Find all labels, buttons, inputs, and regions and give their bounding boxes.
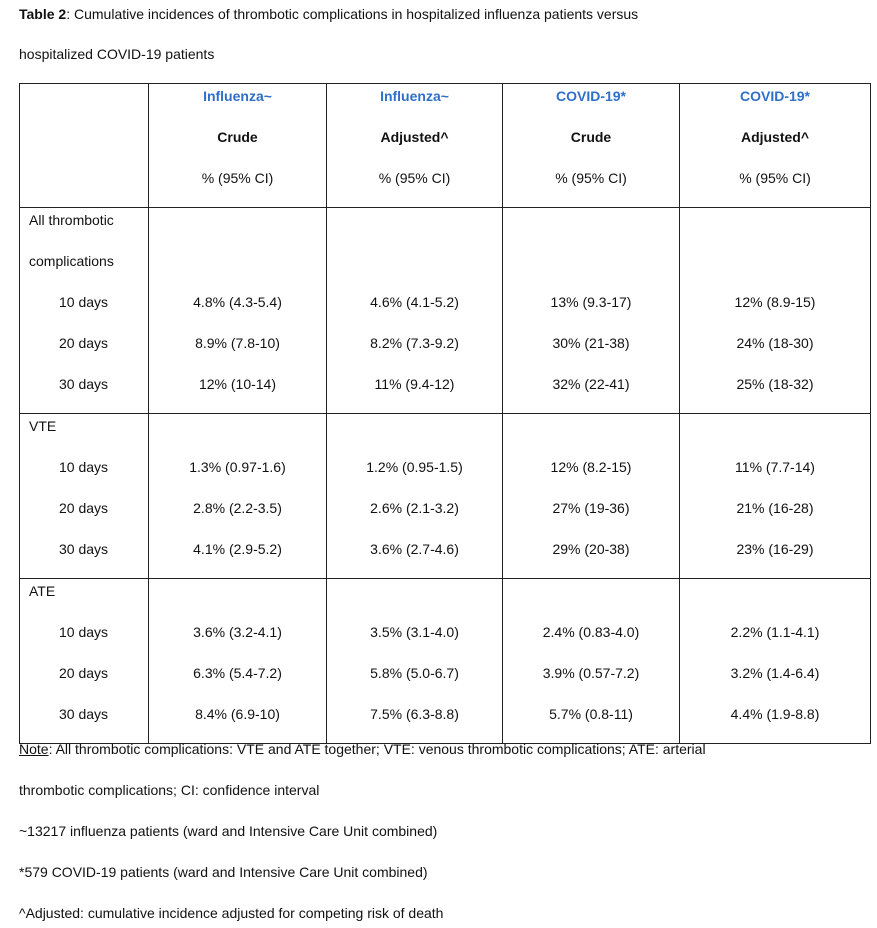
- value: 24% (18-30): [736, 335, 814, 351]
- value: 11% (9.4-12): [374, 376, 455, 392]
- value: 4.4% (1.9-8.8): [730, 706, 820, 722]
- value-cell: [680, 208, 871, 414]
- column-group-label: COVID-19*: [739, 88, 811, 104]
- value-cell: [503, 208, 680, 414]
- value-cell: [503, 414, 680, 579]
- value: 6.3% (5.4-7.2): [193, 665, 282, 681]
- incidence-table: [19, 83, 871, 744]
- column-group-label: Influenza~: [203, 88, 272, 104]
- period-label: 30 days: [59, 541, 109, 557]
- column-unit-label: % (95% CI): [378, 170, 451, 186]
- column-unit-label: % (95% CI): [739, 170, 811, 186]
- period-label: 30 days: [59, 376, 109, 392]
- value: 2.6% (2.1-3.2): [370, 500, 459, 516]
- value-cell: [680, 414, 871, 579]
- period-label: 20 days: [59, 665, 109, 681]
- table-section-vte: [20, 414, 871, 579]
- value: 3.5% (3.1-4.0): [370, 624, 459, 640]
- table-section-all-thrombotic: [20, 208, 871, 414]
- value: 7.5% (6.3-8.8): [370, 706, 459, 722]
- value: 3.2% (1.4-6.4): [730, 665, 820, 681]
- table-caption-continued: hospitalized COVID-19 patients: [19, 46, 215, 62]
- column-type-label: Crude: [217, 129, 258, 145]
- value: 2.2% (1.1-4.1): [730, 624, 820, 640]
- value: 2.8% (2.2-3.5): [193, 500, 282, 516]
- column-type-label: Adjusted^: [740, 129, 810, 145]
- value-cell: [149, 579, 327, 744]
- value: 2.4% (0.83-4.0): [542, 624, 640, 640]
- caption-label: Table 2: [19, 6, 67, 22]
- row-label-cell: [20, 579, 149, 744]
- value-cell: [327, 414, 503, 579]
- row-label-cell: [20, 208, 149, 414]
- value: 25% (18-32): [736, 376, 814, 392]
- period-label: 10 days: [59, 459, 109, 475]
- value: 13% (9.3-17): [550, 294, 632, 310]
- value-cell: [149, 414, 327, 579]
- period-label: 20 days: [59, 335, 109, 351]
- period-label: 30 days: [59, 706, 109, 722]
- column-unit-label: % (95% CI): [555, 170, 627, 186]
- section-label: All thrombotic: [29, 212, 114, 228]
- value: 23% (16-29): [736, 541, 814, 557]
- header-cell: [327, 84, 503, 208]
- value: 8.4% (6.9-10): [195, 706, 280, 722]
- table-header-row: [20, 84, 871, 208]
- header-cell: [503, 84, 680, 208]
- table-note-continued: thrombotic complications; CI: confidence interval: [19, 782, 320, 798]
- period-label: 10 days: [59, 624, 109, 640]
- period-label: 10 days: [59, 294, 109, 310]
- value-cell: [503, 579, 680, 744]
- column-type-label: Adjusted^: [380, 129, 449, 145]
- value: 5.7% (0.8-11): [549, 706, 633, 722]
- adjusted-footnote: ^Adjusted: cumulative incidence adjusted for competing risk of death: [19, 905, 444, 921]
- value: 3.6% (3.2-4.1): [193, 624, 282, 640]
- column-unit-label: % (95% CI): [201, 170, 274, 186]
- table-note: [19, 740, 706, 758]
- value: 1.2% (0.95-1.5): [366, 459, 463, 475]
- value: 8.9% (7.8-10): [195, 335, 280, 351]
- value: 4.1% (2.9-5.2): [193, 541, 282, 557]
- section-label: ATE: [29, 583, 56, 599]
- row-label-cell: [20, 414, 149, 579]
- value: 30% (21-38): [552, 335, 630, 351]
- value: 27% (19-36): [552, 500, 630, 516]
- influenza-footnote: ~13217 influenza patients (ward and Intensive Care Unit combined): [19, 823, 438, 839]
- value-cell: [327, 579, 503, 744]
- section-label: VTE: [29, 418, 57, 434]
- header-empty-cell: [20, 84, 149, 208]
- covid-footnote: *579 COVID-19 patients (ward and Intensive Care Unit combined): [19, 864, 428, 880]
- value: 12% (10-14): [198, 376, 277, 392]
- note-label: Note: [19, 741, 49, 757]
- value: 8.2% (7.3-9.2): [370, 335, 459, 351]
- value: 1.3% (0.97-1.6): [189, 459, 286, 475]
- section-label: complications: [29, 253, 114, 269]
- value: 11% (7.7-14): [735, 459, 815, 475]
- caption-text: : Cumulative incidences of thrombotic complications in hospitalized influenza patients versus: [66, 6, 639, 22]
- column-group-label: Influenza~: [380, 88, 449, 104]
- value: 4.6% (4.1-5.2): [370, 294, 459, 310]
- value: 5.8% (5.0-6.7): [370, 665, 459, 681]
- table-caption: [19, 5, 638, 23]
- period-label: 20 days: [59, 500, 109, 516]
- table-section-ate: [20, 579, 871, 744]
- value: 3.9% (0.57-7.2): [542, 665, 640, 681]
- header-cell: [149, 84, 327, 208]
- value: 29% (20-38): [552, 541, 630, 557]
- value-cell: [149, 208, 327, 414]
- value: 21% (16-28): [736, 500, 814, 516]
- value: 12% (8.9-15): [734, 294, 816, 310]
- value-cell: [327, 208, 503, 414]
- value: 3.6% (2.7-4.6): [370, 541, 459, 557]
- value: 32% (22-41): [552, 376, 630, 392]
- value: 12% (8.2-15): [550, 459, 632, 475]
- note-text: : All thrombotic complications: VTE and ATE together; VTE: venous thrombotic complications; ATE: arterial: [48, 741, 706, 757]
- value: 4.8% (4.3-5.4): [193, 294, 282, 310]
- column-type-label: Crude: [570, 129, 612, 145]
- header-cell: [680, 84, 871, 208]
- column-group-label: COVID-19*: [555, 88, 627, 104]
- value-cell: [680, 579, 871, 744]
